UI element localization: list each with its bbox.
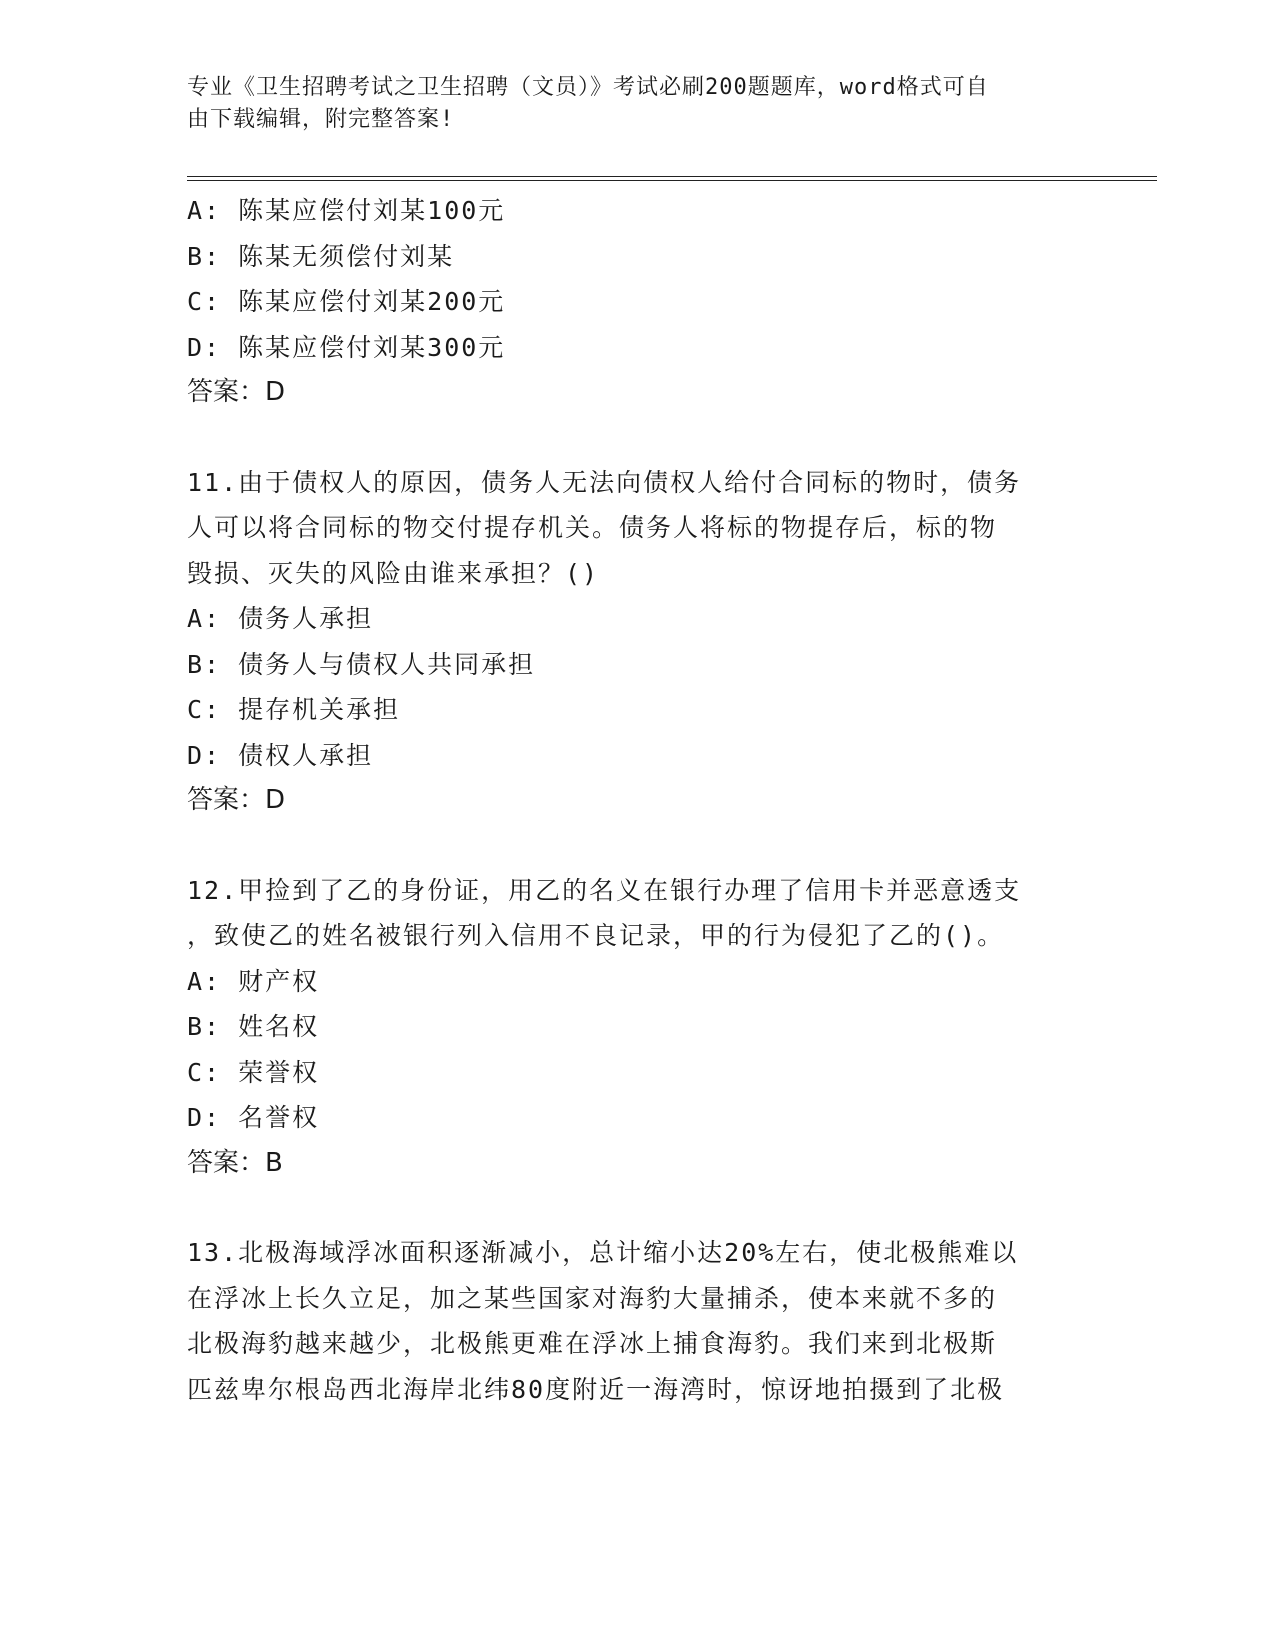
option-c: C: 提存机关承担 <box>187 695 401 724</box>
question-stem-line: 11.由于债权人的原因，债务人无法向债权人给付合同标的物时，债务 <box>187 467 1022 497</box>
option-c: C: 荣誉权 <box>187 1057 320 1087</box>
question-stem-line: 人可以将合同标的物交付提存机关。债务人将标的物提存后，标的物 <box>187 513 998 542</box>
option-b: B: 姓名权 <box>187 1012 320 1041</box>
question-block-12 <box>187 868 1077 1187</box>
question-stem-line: 在浮冰上长久立足，加之某些国家对海豹大量捕杀，使本来就不多的 <box>187 1283 998 1313</box>
question-stem-line: 12.甲捡到了乙的身份证，用乙的名义在银行办理了信用卡并恶意透支 <box>187 875 1022 905</box>
option-a: A: 债务人承担 <box>187 604 374 633</box>
option-a: A: 财产权 <box>187 966 320 996</box>
header-line-2: 由下载编辑，附完整答案! <box>187 107 455 132</box>
header-line-1: 专业《卫生招聘考试之卫生招聘（文员）》考试必刷200题题库，word格式可自 <box>187 75 989 100</box>
question-block-11 <box>187 460 1077 824</box>
question-stem-line: 毁损、灭失的风险由谁来承担？() <box>187 558 600 588</box>
question-content <box>187 188 1077 1412</box>
option-b: B: 陈某无须偿付刘某 <box>187 241 455 271</box>
answer-line: 答案：B <box>187 1147 283 1178</box>
option-c: C: 陈某应偿付刘某200元 <box>187 287 506 316</box>
answer-line: 答案：D <box>187 377 286 407</box>
header-divider <box>187 176 1157 181</box>
option-d: D: 债权人承担 <box>187 740 374 770</box>
question-stem-line: 北极海豹越来越少，北极熊更难在浮冰上捕食海豹。我们来到北极斯 <box>187 1329 998 1358</box>
option-b: B: 债务人与债权人共同承担 <box>187 649 536 679</box>
question-block-prev <box>187 188 1077 416</box>
answer-line: 答案：D <box>187 785 286 815</box>
question-stem-line: 13.北极海域浮冰面积逐渐减小，总计缩小达20%左右，使北极熊难以 <box>187 1238 1019 1267</box>
spacer <box>187 416 1077 460</box>
spacer <box>187 824 1077 868</box>
option-a: A: 陈某应偿付刘某100元 <box>187 196 506 225</box>
question-stem-line: ，致使乙的姓名被银行列入信用不良记录，甲的行为侵犯了乙的()。 <box>187 921 1005 950</box>
question-stem-line: 匹兹卑尔根岛西北海岸北纬80度附近一海湾时，惊讶地拍摄到了北极 <box>187 1374 1005 1404</box>
document-header <box>187 72 1067 136</box>
spacer <box>187 1186 1077 1230</box>
option-d: D: 陈某应偿付刘某300元 <box>187 332 506 362</box>
question-block-13 <box>187 1230 1077 1412</box>
option-d: D: 名誉权 <box>187 1103 320 1132</box>
